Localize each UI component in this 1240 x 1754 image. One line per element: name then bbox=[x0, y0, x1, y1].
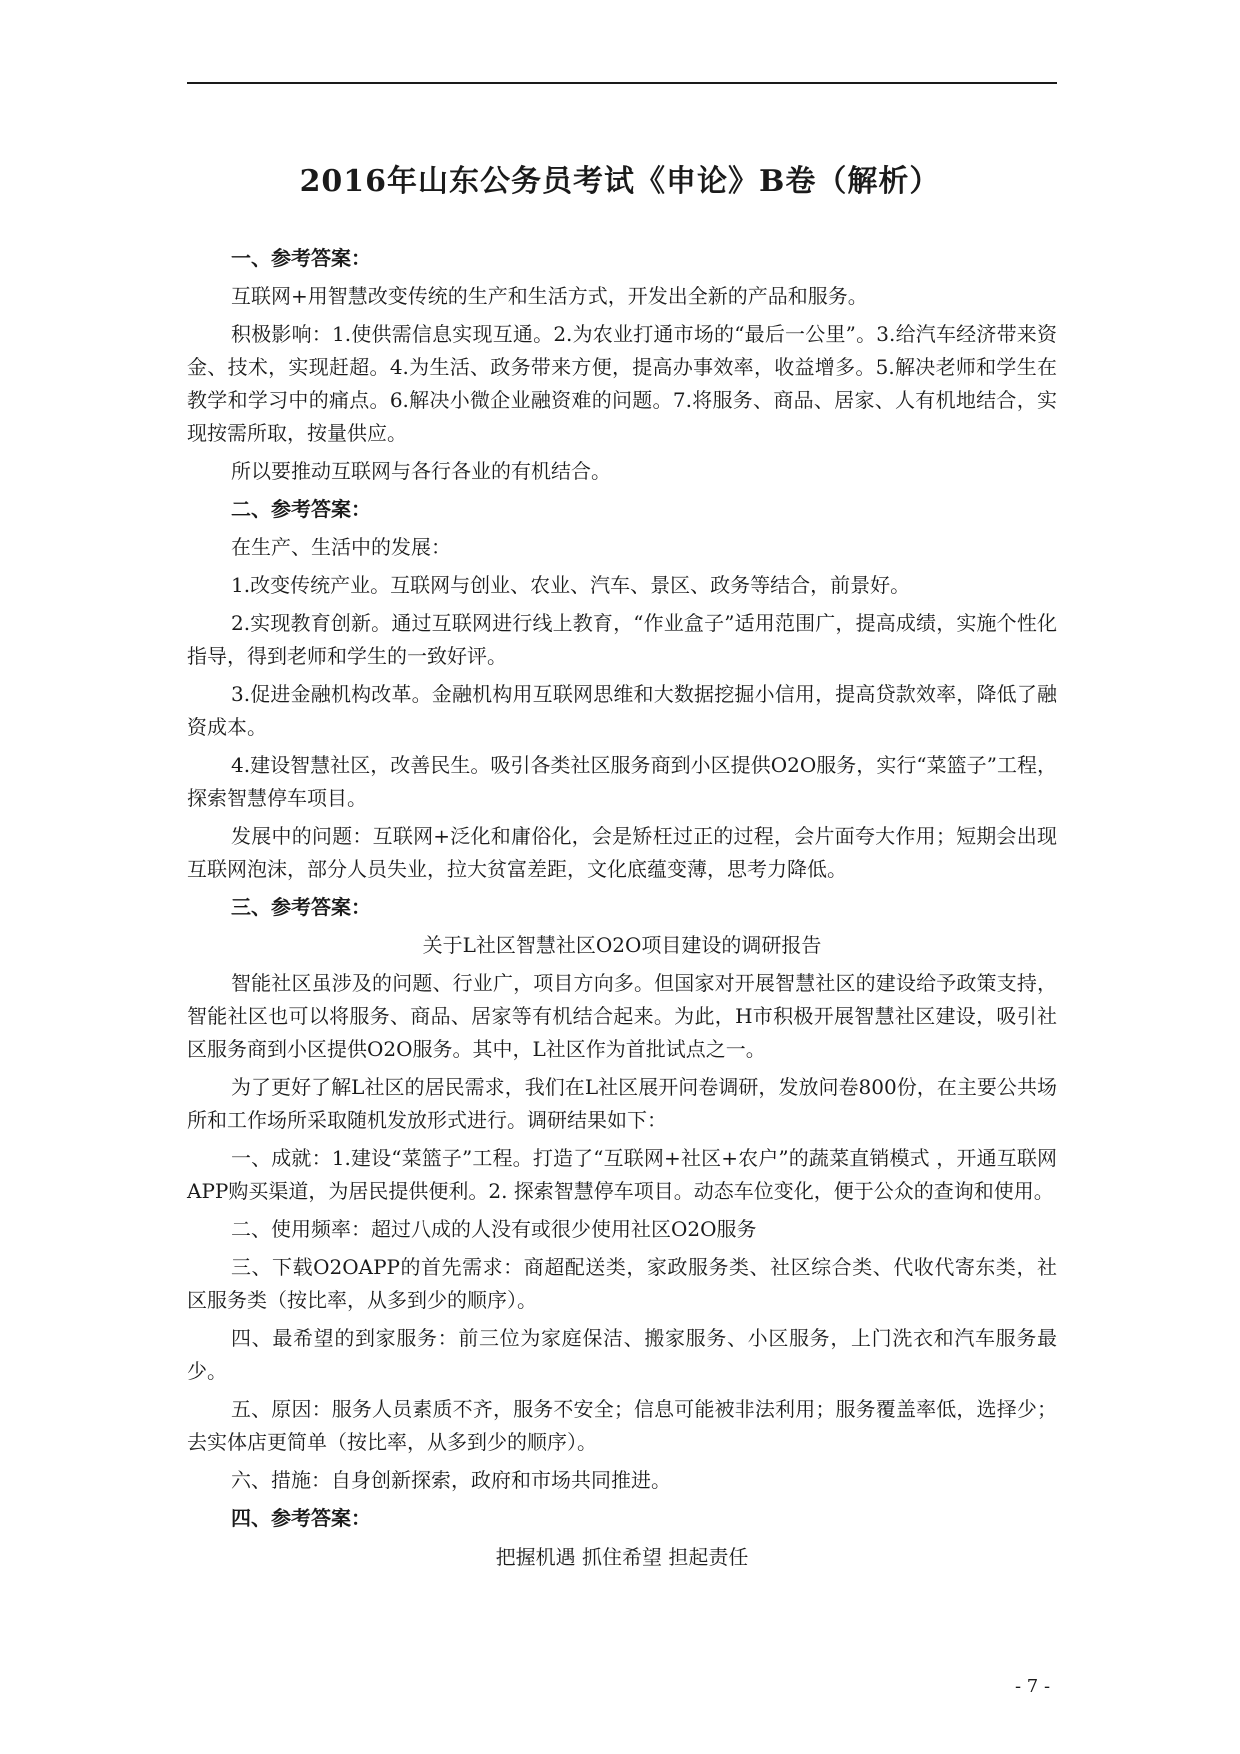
paragraph: 在生产、生活中的发展： bbox=[231, 535, 451, 559]
paragraph: 发展中的问题：互联网+泛化和庸俗化，会是矫枉过正的过程，会片面夸大作用；短期会出现互联网泡沫，部分人员失业，拉大贫富差距，文化底蕴变薄，思考力降低。 bbox=[187, 824, 1057, 881]
paragraph: 二、使用频率：超过八成的人没有或很少使用社区O2O服务 bbox=[231, 1217, 757, 1241]
paragraph: 3.促进金融机构改革。金融机构用互联网思维和大数据挖掘小信用，提高贷款效率，降低了融资成本。 bbox=[187, 682, 1057, 739]
header-rule bbox=[187, 82, 1057, 84]
paragraph: 六、措施：自身创新探索，政府和市场共同推进。 bbox=[231, 1468, 671, 1492]
paragraph: 一、成就：1.建设“菜篮子”工程。打造了“互联网+社区+农户”的蔬菜直销模式 ，开通互联网APP购买渠道，为居民提供便利。2. 探索智慧停车项目。动态车位变化，便于公众的查询和使用。 bbox=[187, 1146, 1057, 1203]
page-number: - 7 - bbox=[1015, 1676, 1051, 1697]
paragraph: 四、最希望的到家服务：前三位为家庭保洁、搬家服务、小区服务，上门洗衣和汽车服务最少。 bbox=[187, 1326, 1057, 1383]
paragraph: 互联网+用智慧改变传统的生产和生活方式，开发出全新的产品和服务。 bbox=[231, 284, 868, 308]
essay-title: 把握机遇 抓住希望 担起责任 bbox=[495, 1545, 749, 1569]
paragraph: 五、原因：服务人员素质不齐，服务不安全；信息可能被非法利用；服务覆盖率低，选择少；去实体店更简单（按比率，从多到少的顺序）。 bbox=[187, 1397, 1057, 1454]
section-heading-2: 二、参考答案： bbox=[231, 497, 371, 521]
section-heading-4: 四、参考答案： bbox=[231, 1506, 371, 1530]
section-heading-1: 一、参考答案： bbox=[231, 246, 371, 270]
paragraph: 4.建设智慧社区，改善民生。吸引各类社区服务商到小区提供O2O服务，实行“菜篮子”工程，探索智慧停车项目。 bbox=[187, 753, 1057, 810]
paragraph: 所以要推动互联网与各行各业的有机结合。 bbox=[231, 459, 611, 483]
paragraph: 积极影响：1.使供需信息实现互通。2.为农业打通市场的“最后一公里”。3.给汽车经济带来资金、技术，实现赶超。4.为生活、政务带来方便，提高办事效率，收益增多。5.解决老师和学生在教学和学习中的痛点。6.解决小微企业融资难的问题。7.将服务、商品、居家、人有机地结合，实现按需所取，按量供应。 bbox=[187, 322, 1057, 445]
paragraph: 为了更好了解L社区的居民需求，我们在L社区展开问卷调研，发放问卷800份，在主要公共场所和工作场所采取随机发放形式进行。调研结果如下： bbox=[187, 1075, 1057, 1132]
page-title: 2016年山东公务员考试《申论》B卷（解析） bbox=[299, 164, 941, 199]
paragraph: 智能社区虽涉及的问题、行业广，项目方向多。但国家对开展智慧社区的建设给予政策支持，智能社区也可以将服务、商品、居家等有机结合起来。为此，H市积极开展智慧社区建设，吸引社区服务商到小区提供O2O服务。其中，L社区作为首批试点之一。 bbox=[187, 971, 1057, 1061]
document-body bbox=[187, 242, 1057, 1579]
paragraph: 1.改变传统产业。互联网与创业、农业、汽车、景区、政务等结合，前景好。 bbox=[231, 573, 911, 597]
report-title: 关于L社区智慧社区O2O项目建设的调研报告 bbox=[422, 933, 822, 957]
paragraph: 2.实现教育创新。通过互联网进行线上教育，“作业盒子”适用范围广，提高成绩，实施个性化指导，得到老师和学生的一致好评。 bbox=[187, 611, 1057, 668]
paragraph: 三、下载O2OAPP的首先需求：商超配送类，家政服务类、社区综合类、代收代寄东类，社区服务类（按比率，从多到少的顺序）。 bbox=[187, 1255, 1057, 1312]
section-heading-3: 三、参考答案： bbox=[231, 895, 371, 919]
